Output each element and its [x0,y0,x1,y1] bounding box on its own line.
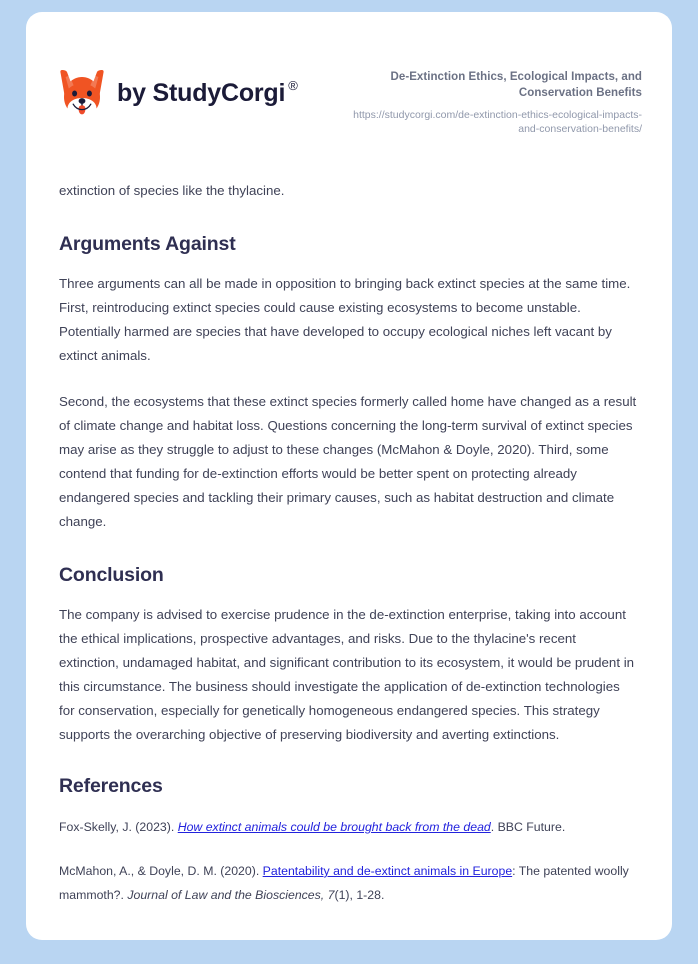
reference-journal-title: Journal of Law and the Biosciences, 7 [127,887,335,902]
corgi-logo-icon [58,68,106,118]
reference-prefix: McMahon, A., & Doyle, D. M. (2020). [59,863,263,878]
document-page-card [26,12,672,940]
reference-entry [59,859,638,907]
reference-tail: (1), 1-28. [334,887,385,902]
paragraph: Second, the ecosystems that these extinct species formerly called home have changed as a result of climate change and habitat loss. Questions concerning the long-term survival of extinct species may arise as they struggle to adjust to these changes (McMahon & Doyle, 2020). Third, some contend that funding for de-extinction efforts would be better spent on protecting already endangered species and tackling their primary causes, such as habitat destruction and climate change. [59,394,637,530]
reference-suffix: : The patented woolly mammoth?. [59,863,629,902]
brand-name: by StudyCorgi [117,78,286,107]
registered-trademark-icon: ® [288,77,298,93]
paragraph: The company is advised to exercise prudence in the de-extinction enterprise, taking into account the ethical implications, prospective advantages, and risks. Due to the thylacine's recent extinction, undamaged habitat, and significant contribution to its ecosystem, it would be prudent in this circumstance. The business should investigate the application of de-extinction technologies for conservation, especially for genetically homogeneous endangered species. This strategy supports the overarching objective of preserving biodiversity and averting extinctions. [59,607,635,743]
section-heading-references: References [59,775,163,798]
brand-logo-block [58,64,298,118]
document-url: https://studycorgi.com/de-extinction-ethics-ecological-impacts-and-conservation-benefits/ [353,108,642,136]
document-header [26,12,672,137]
reference-entry [59,815,638,839]
document-body [26,179,672,907]
document-title: De-Extinction Ethics, Ecological Impacts, and Conservation Benefits [390,71,642,99]
section-heading-conclusion: Conclusion [59,564,164,587]
reference-prefix: Fox-Skelly, J. (2023). [59,819,178,834]
reference-link[interactable]: How extinct animals could be brought back from the dead [177,819,491,834]
reference-link[interactable]: Patentability and de-extinct animals in Europe [262,863,513,878]
header-meta [352,64,642,137]
brand-wordmark [117,77,298,107]
paragraph: Three arguments can all be made in opposition to bringing back extinct species at the same time. First, reintroducing extinct species could cause existing ecosystems to become unstable. Potentially harmed are species that have developed to occupy ecological niches left vacant by extinct animals. [59,276,631,364]
intro-fragment-paragraph: extinction of species like the thylacine. [59,182,285,198]
section-heading-arguments-against: Arguments Against [59,232,236,255]
reference-suffix: . BBC Future. [490,819,566,834]
